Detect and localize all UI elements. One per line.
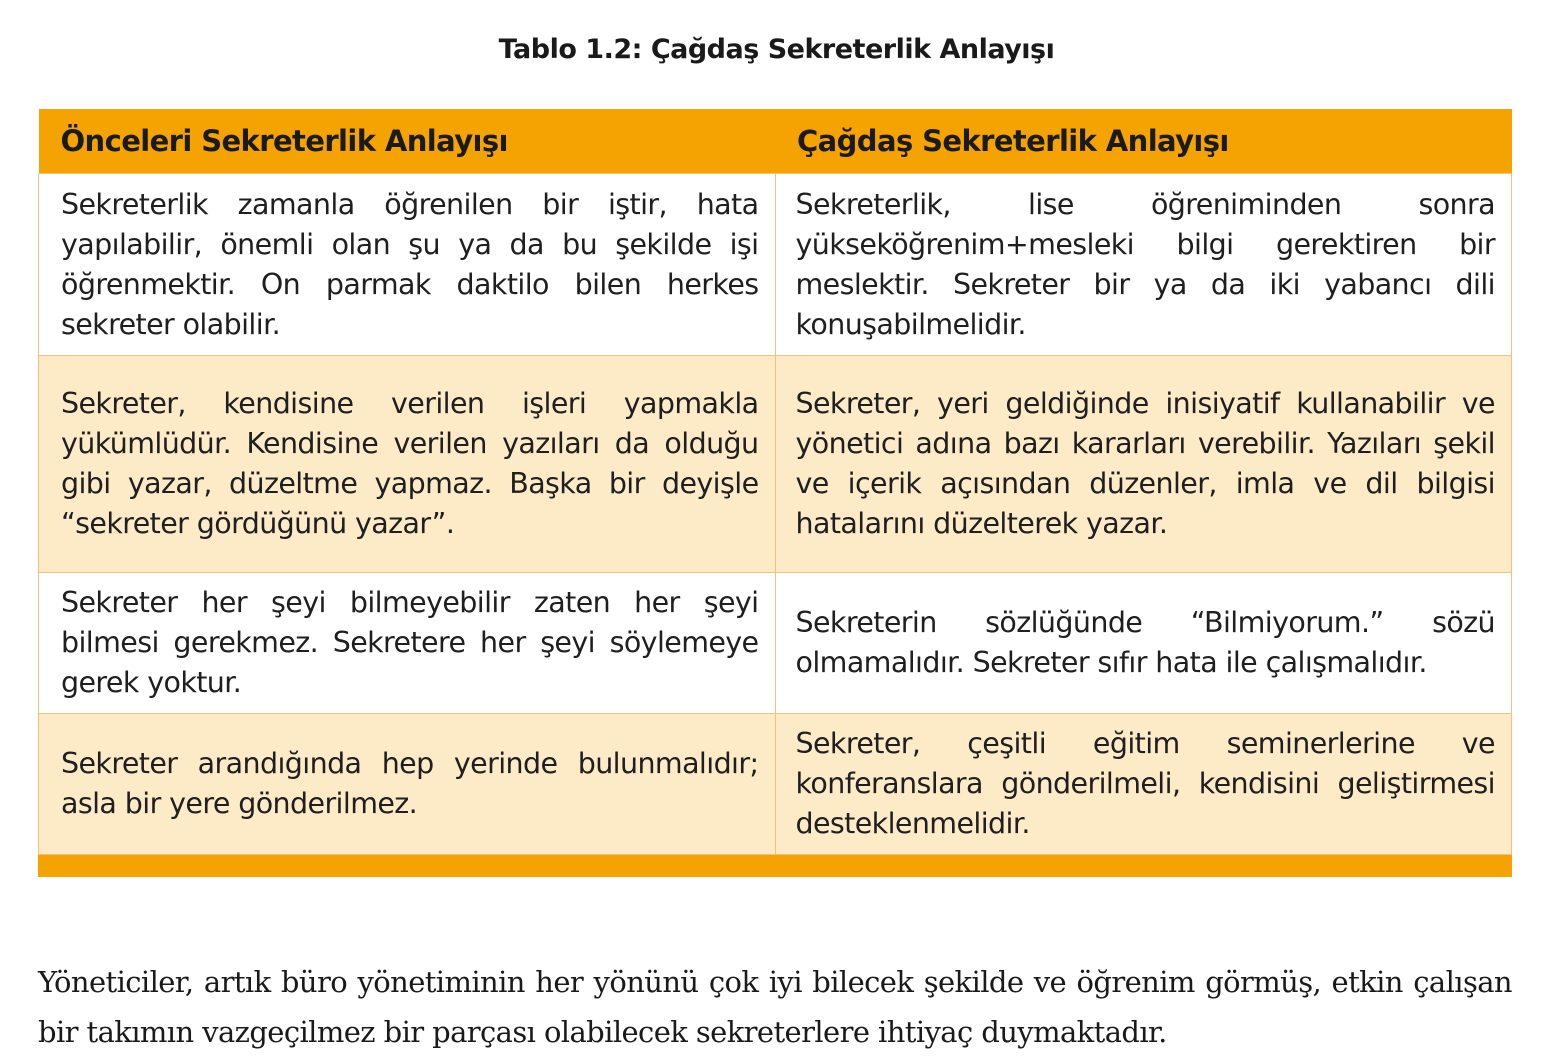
comparison-table: [38, 109, 1512, 855]
header-modern-understanding: Çağdaş Sekreterlik Anlayışı: [775, 109, 1512, 174]
modern-cell: Sekreterlik, lise öğreniminden sonra yükseköğrenim+mesleki bilgi gerektiren bir meslektir. Sekreter bir ya da iki yabancı dili konuşabilmelidir.: [775, 174, 1512, 356]
modern-cell: Sekreter, yeri geldiğinde inisiyatif kullanabilir ve yönetici adına bazı kararları verebilir. Yazıları şekil ve içerik açısından düzenler, imla ve dil bilgisi hatalarını düzelterek yazar.: [775, 356, 1512, 573]
table-row: [39, 714, 1512, 855]
previous-cell: Sekreter, kendisine verilen işleri yapmakla yükümlüdür. Kendisine verilen yazıları da olduğu gibi yazar, düzeltme yapmaz. Başka bir deyişle “sekreter gördüğünü yazar”.: [39, 356, 776, 573]
table-row: [39, 174, 1512, 356]
table-header-row: [39, 109, 1512, 174]
header-previous-understanding: Önceleri Sekreterlik Anlayışı: [39, 109, 776, 174]
modern-cell: Sekreterin sözlüğünde “Bilmiyorum.” sözü olmamalıdır. Sekreter sıfır hata ile çalışmalıdır.: [775, 573, 1512, 714]
modern-cell: Sekreter, çeşitli eğitim seminerlerine ve konferanslara gönderilmeli, kendisini geliştirmesi desteklenmelidir.: [775, 714, 1512, 855]
body-paragraph: Yöneticiler, artık büro yönetiminin her yönünü çok iyi bilecek şekilde ve öğrenim görmüş, etkin çalışan bir takımın vazgeçilmez bir parçası olabilecek sekreterlere ihtiyaç duymaktadır.: [38, 965, 1512, 1049]
comparison-table-container: [38, 109, 1512, 877]
previous-cell: Sekreter her şeyi bilmeyebilir zaten her şeyi bilmesi gerekmez. Sekretere her şeyi söylemeye gerek yoktur.: [39, 573, 776, 714]
previous-cell: Sekreterlik zamanla öğrenilen bir iştir, hata yapılabilir, önemli olan şu ya da bu şekilde işi öğrenmektir. On parmak daktilo bilen herkes sekreter olabilir.: [39, 174, 776, 356]
table-row: [39, 356, 1512, 573]
previous-cell: Sekreter arandığında hep yerinde bulunmalıdır; asla bir yere gönderilmez.: [39, 714, 776, 855]
table-row: [39, 573, 1512, 714]
table-bottom-bar: [38, 855, 1512, 877]
table-caption: Tablo 1.2: Çağdaş Sekreterlik Anlayışı: [498, 34, 1055, 65]
